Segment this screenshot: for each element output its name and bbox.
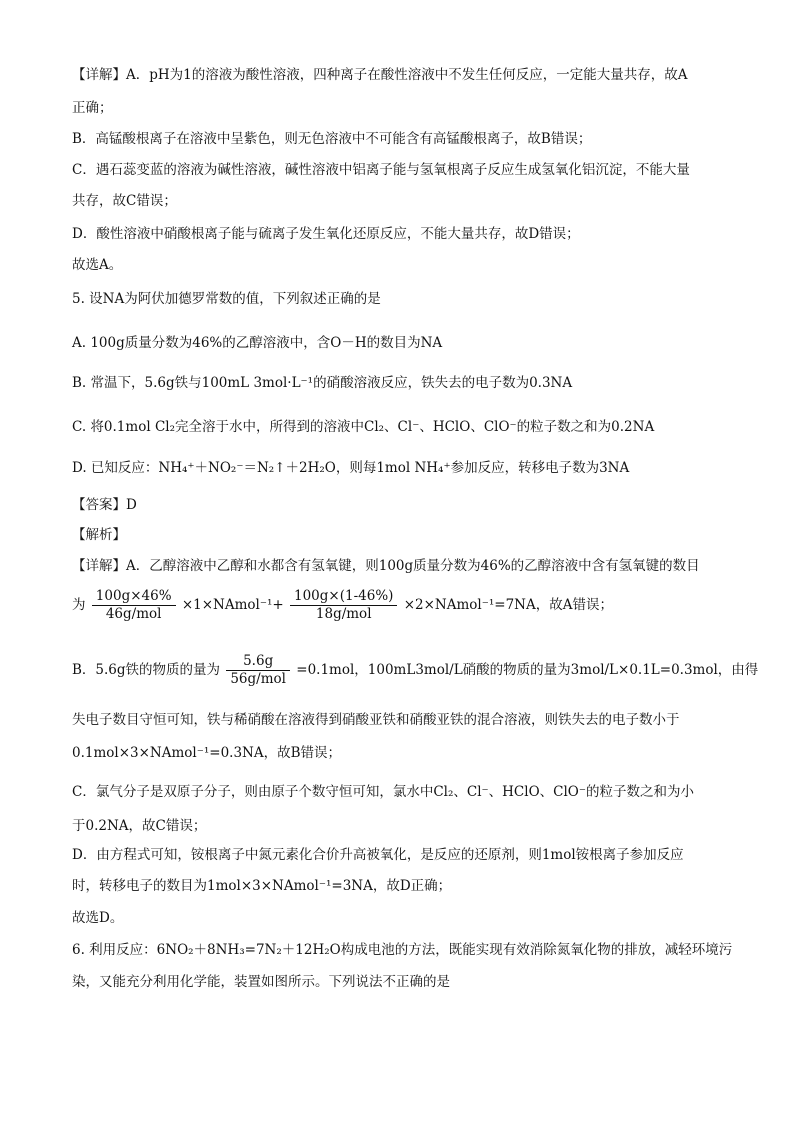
fraction [290,588,397,623]
option-5a: A. 100g质量分数为46%的乙醇溶液中，含O－H的数目为NA [72,335,443,351]
text-line: C．遇石蕊变蓝的溶液为碱性溶液，碱性溶液中铝离子能与氢氧根离子反应生成氢氧化铝沉淀，不能大量 [72,162,690,178]
text-line: 共存，故C错误； [72,193,177,209]
fraction-numerator: 100g×(1-46%) [290,588,397,606]
formula-mid: ×1×NAmol⁻¹+ [181,597,284,613]
formula-b [72,653,758,688]
formula-a [72,588,613,623]
question-6-stem-cont: 染，又能充分利用化学能，装置如图所示。下列说法不正确的是 [72,974,450,990]
fraction-numerator: 5.6g [226,653,290,671]
formula-suffix: ×2×NAmol⁻¹=7NA，故A错误； [403,597,613,613]
option-5d: D. 已知反应：NH₄⁺＋NO₂⁻＝N₂↑＋2H₂O，则每1mol NH₄⁺参加反应，转移电子数为3NA [72,460,630,476]
fraction-numerator: 100g×46% [92,588,176,606]
option-5c: C. 将0.1mol Cl₂完全溶于水中，所得到的溶液中Cl₂、Cl⁻、HClO、ClO⁻的粒子数之和为0.2NA [72,419,655,435]
text-line: 【详解】A．pH为1的溶液为酸性溶液，四种离子在酸性溶液中不发生任何反应，一定能大量共存，故A [72,67,688,83]
text-line: 失电子数目守恒可知，铁与稀硝酸在溶液得到硝酸亚铁和硝酸亚铁的混合溶液，则铁失去的电子数小于 [72,712,680,728]
question-5-stem: 5. 设NA为阿伏加德罗常数的值，下列叙述正确的是 [72,291,381,307]
question-6-stem: 6. 利用反应：6NO₂＋8NH₃=7N₂＋12H₂O构成电池的方法，既能实现有效消除氮氧化物的排放，减轻环境污 [72,942,733,958]
text-line: C．氯气分子是双原子分子，则由原子个数守恒可知，氯水中Cl₂、Cl⁻、HClO、ClO⁻的粒子数之和为小 [72,784,694,800]
text-line: 正确； [72,100,113,116]
option-5b: B. 常温下，5.6g铁与100mL 3mol·L⁻¹的硝酸溶液反应，铁失去的电子数为0.3NA [72,375,573,391]
fraction [226,653,290,688]
text-line: 时，转移电子的数目为1mol×3×NAmol⁻¹=3NA，故D正确； [72,878,452,894]
fraction [92,588,176,623]
text-fragment: B．5.6g铁的物质的量为 [72,662,221,678]
formula-prefix: 为 [72,597,86,613]
analysis-label: 【解析】 [72,527,126,543]
text-line: 故选A。 [72,257,123,273]
text-line: 于0.2NA，故C错误； [72,818,207,834]
fraction-denominator: 56g/mol [230,671,286,687]
text-line: B．高锰酸根离子在溶液中呈紫色，则无色溶液中不可能含有高锰酸根离子，故B错误； [72,131,592,147]
text-line: 【详解】A．乙醇溶液中乙醇和水都含有氢氧键，则100g质量分数为46%的乙醇溶液中含有氢氧键的数目 [72,558,700,574]
text-line: D．由方程式可知，铵根离子中氮元素化合价升高被氧化，是反应的还原剂，则1mol铵根离子参加反应 [72,847,684,863]
fraction-denominator: 46g/mol [105,606,162,622]
fraction-denominator: 18g/mol [315,606,372,622]
text-line: 0.1mol×3×NAmol⁻¹=0.3NA，故B错误； [72,745,342,761]
text-fragment: =0.1mol，100mL3mol/L硝酸的物质的量为3mol/L×0.1L=0.3mol，由得 [296,662,759,678]
text-line: 故选D。 [72,910,124,926]
text-line: D．酸性溶液中硝酸根离子能与硫离子发生氧化还原反应，不能大量共存，故D错误； [72,226,580,242]
answer-label: 【答案】D [72,497,137,513]
